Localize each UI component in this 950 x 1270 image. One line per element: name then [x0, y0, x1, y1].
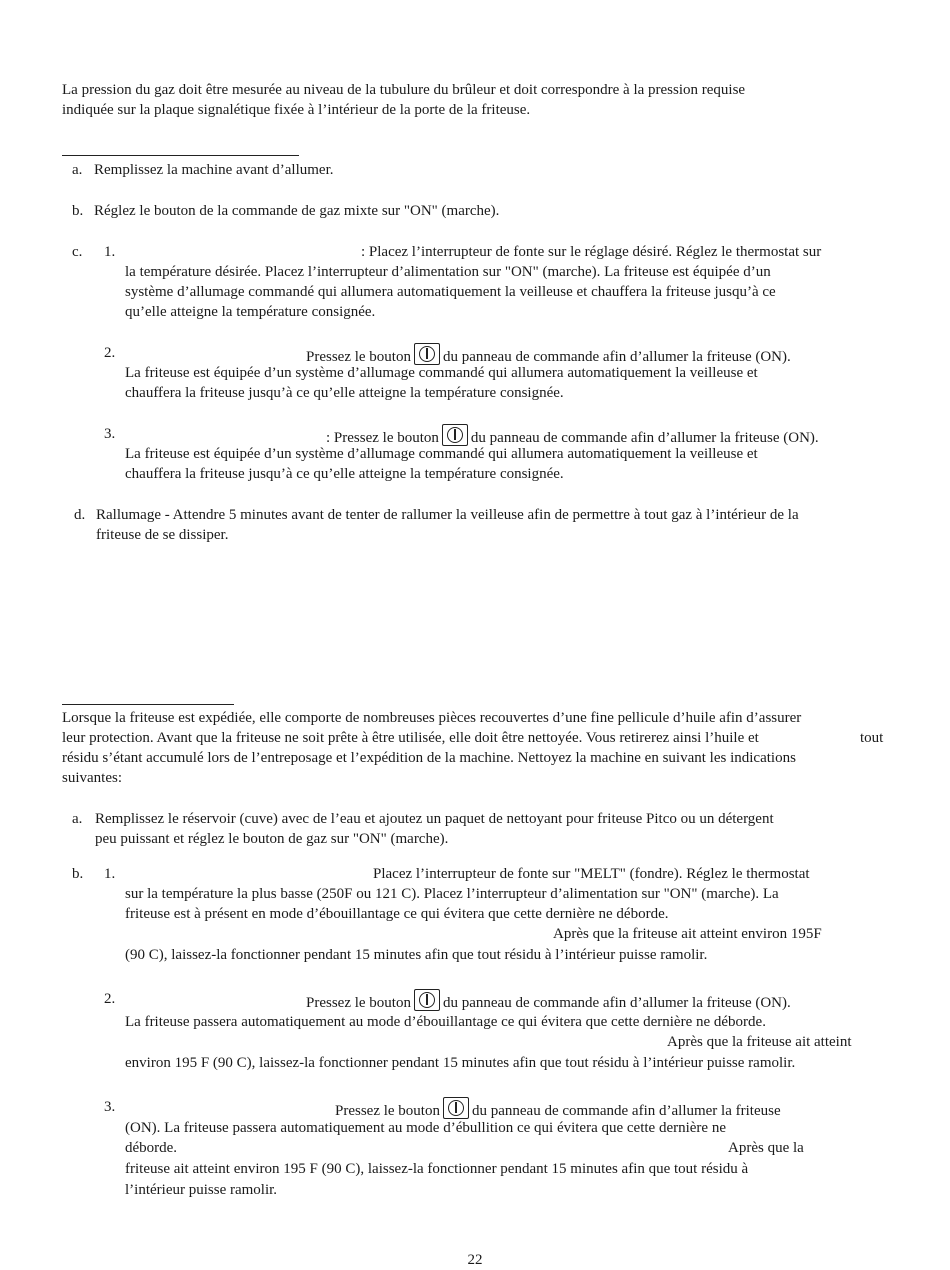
lighting-c1-line-3: système d’allumage commandé qui allumera automatiquement la veilleuse et chauffera la friteuse jusqu’à ce: [125, 284, 776, 300]
lighting-a-marker: a.: [72, 162, 83, 178]
lighting-c2-line-2: La friteuse est équipée d’un système d’allumage commandé qui allumera automatiquement la veilleuse et: [125, 365, 758, 381]
power-button-icon: [414, 989, 440, 1011]
lighting-c1-line-4: qu’elle atteigne la température consignée.: [125, 304, 376, 320]
lighting-d-line-2: friteuse de se dissiper.: [96, 527, 229, 543]
cleaning-intro-line-1: Lorsque la friteuse est expédiée, elle comporte de nombreuses pièces recouvertes d’une fine pellicule d’huile afin d’assurer: [62, 710, 802, 726]
cleaning-intro-line-3: résidu s’étant accumulé lors de l’entreposage et l’expédition de la machine. Nettoyez la machine en suivant les indications: [62, 750, 796, 766]
cleaning-b3-line-4: friteuse ait atteint environ 195 F (90 C), laissez-la fonctionner pendant 15 minutes afin que tout résidu à: [125, 1161, 749, 1177]
cleaning-b3-line-1a: Pressez le bouton: [335, 1103, 440, 1119]
lighting-c1-line-1: : Placez l’interrupteur de fonte sur le réglage désiré. Réglez le thermostat sur: [361, 244, 822, 260]
lighting-d-line-1: Rallumage - Attendre 5 minutes avant de tenter de rallumer la veilleuse afin de permettre à tout gaz à l’intérieur de la: [96, 507, 799, 523]
lighting-c-marker: c.: [72, 244, 83, 260]
cleaning-b2-marker: 2.: [104, 991, 116, 1007]
power-button-icon: [414, 343, 440, 365]
lighting-c1-line-2: la température désirée. Placez l’interrupteur d’alimentation sur "ON" (marche). La friteuse est équipée d’un: [125, 264, 771, 280]
cleaning-a-marker: a.: [72, 811, 83, 827]
section-rule-lighting: [62, 155, 299, 156]
power-button-icon: [442, 424, 468, 446]
cleaning-b2-line-4: environ 195 F (90 C), laissez-la fonctionner pendant 15 minutes afin que tout résidu à l’intérieur puisse ramolir.: [125, 1055, 796, 1071]
cleaning-intro-line-2: leur protection. Avant que la friteuse ne soit prête à être utilisée, elle doit être nettoyée. Vous retirerez ainsi l’huile et: [62, 730, 759, 746]
cleaning-b2-line-1a: Pressez le bouton: [306, 995, 411, 1011]
lighting-c2-line-1b: du panneau de commande afin d’allumer la friteuse (ON).: [442, 349, 791, 365]
lighting-c3-line-2: La friteuse est équipée d’un système d’allumage commandé qui allumera automatiquement la veilleuse et: [125, 446, 758, 462]
intro-line-1: La pression du gaz doit être mesurée au niveau de la tubulure du brûleur et doit correspondre à la pression requise: [62, 82, 746, 98]
cleaning-b2-line-1: [306, 989, 791, 1013]
cleaning-b1-line-4: Après que la friteuse ait atteint environ 195F: [553, 926, 822, 942]
intro-line-2: indiquée sur la plaque signalétique fixée à l’intérieur de la porte de la friteuse.: [62, 102, 531, 118]
cleaning-b1-marker: 1.: [104, 866, 116, 882]
lighting-c3-line-3: chauffera la friteuse jusqu’à ce qu’elle atteigne la température consignée.: [125, 466, 564, 482]
cleaning-b3-line-5: l’intérieur puisse ramolir.: [125, 1182, 278, 1198]
cleaning-b1-line-2: sur la température la plus basse (250F ou 121 C). Placez l’interrupteur d’alimentation sur "ON" (marche). La: [125, 886, 779, 902]
lighting-c2-marker: 2.: [104, 345, 116, 361]
lighting-c3-marker: 3.: [104, 426, 116, 442]
cleaning-b2-line-2: La friteuse passera automatiquement au mode d’ébouillantage ce qui évitera que cette dernière ne déborde.: [125, 1014, 766, 1030]
page-number: 22: [467, 1252, 483, 1268]
lighting-c2-line-3: chauffera la friteuse jusqu’à ce qu’elle atteigne la température consignée.: [125, 385, 564, 401]
power-button-icon: [443, 1097, 469, 1119]
cleaning-b3-line-1b: du panneau de commande afin d’allumer la friteuse: [471, 1103, 781, 1119]
lighting-c3-line-1a: : Pressez le bouton: [326, 430, 439, 446]
lighting-c3-line-1b: du panneau de commande afin d’allumer la friteuse (ON).: [470, 430, 819, 446]
section-rule-cleaning: [62, 704, 234, 705]
cleaning-intro-line-2b: tout: [860, 730, 884, 746]
lighting-b-text: Réglez le bouton de la commande de gaz mixte sur "ON" (marche).: [94, 203, 500, 219]
lighting-b-marker: b.: [72, 203, 84, 219]
cleaning-b3-line-3a: déborde.: [125, 1140, 178, 1156]
cleaning-intro-line-4: suivantes:: [62, 770, 122, 786]
lighting-d-marker: d.: [74, 507, 86, 523]
cleaning-a-line-1: Remplissez le réservoir (cuve) avec de l’eau et ajoutez un paquet de nettoyant pour friteuse Pitco ou un détergent: [95, 811, 774, 827]
lighting-c1-marker: 1.: [104, 244, 116, 260]
cleaning-b2-line-3: Après que la friteuse ait atteint: [667, 1034, 852, 1050]
lighting-a-text: Remplissez la machine avant d’allumer.: [94, 162, 334, 178]
cleaning-a-line-2: peu puissant et réglez le bouton de gaz sur "ON" (marche).: [95, 831, 449, 847]
cleaning-b3-marker: 3.: [104, 1099, 116, 1115]
cleaning-b1-line-5: (90 C), laissez-la fonctionner pendant 15 minutes afin que tout résidu à l’intérieur puisse ramolir.: [125, 947, 708, 963]
cleaning-b3-line-3b: Après que la: [728, 1140, 804, 1156]
cleaning-b1-line-1: Placez l’interrupteur de fonte sur "MELT" (fondre). Réglez le thermostat: [373, 866, 810, 882]
cleaning-b1-line-3: friteuse est à présent en mode d’ébouillantage ce qui évitera que cette dernière ne déborde.: [125, 906, 669, 922]
cleaning-b-marker: b.: [72, 866, 84, 882]
lighting-c2-line-1a: Pressez le bouton: [306, 349, 411, 365]
cleaning-b2-line-1b: du panneau de commande afin d’allumer la friteuse (ON).: [442, 995, 791, 1011]
cleaning-b3-line-2: (ON). La friteuse passera automatiquement au mode d’ébullition ce qui évitera que cette dernière ne: [125, 1120, 726, 1136]
